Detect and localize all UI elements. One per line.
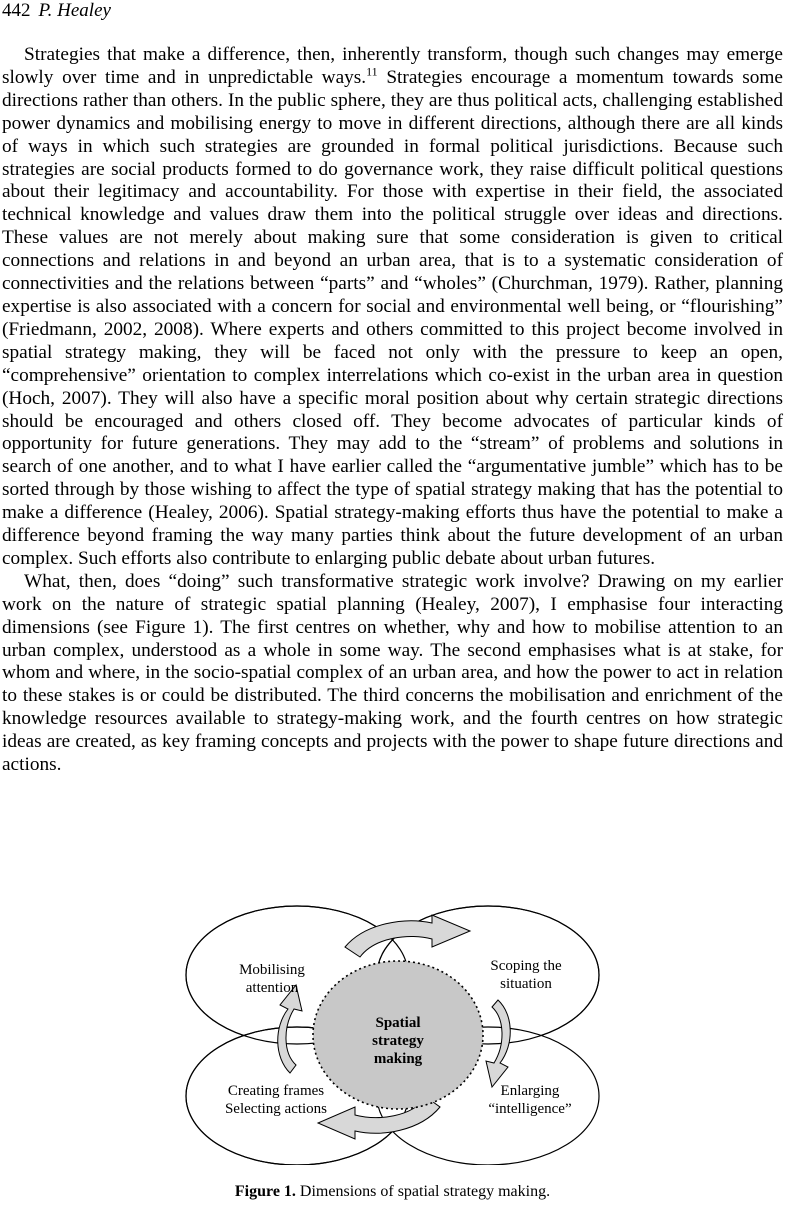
label-line: Scoping the [490,958,562,974]
caption-label: Figure 1. [234,1183,296,1200]
caption-text: Dimensions of spatial strategy making. [295,1183,551,1200]
label-line: making [373,1051,423,1067]
label-line: Mobilising [239,962,305,978]
label-line: strategy [372,1033,424,1049]
footnote-marker: 11 [366,64,378,79]
label-enlarging-intelligence [470,1082,590,1118]
label-creating-frames [206,1082,346,1118]
running-head [2,0,111,22]
label-line: attention [245,980,299,996]
body-text [2,44,783,777]
paragraph-1 [2,44,783,571]
paragraph-2: What, then, does “doing” such transformative strategic work involve? Drawing on my earlier work on the nature of strategic spatial planning (Healey, 2007), I emphasise four interacting dimensions (see Figure 1). The first centres on whether, why and how to mobilise attention to an urban complex, understood as a whole in some way. The second emphasises what is at stake, for whom and where, in the socio-spatial complex of an urban area, and how the power to act in relation to these stakes is or could be distributed. The third concerns the mobilisation and enrichment of the knowledge resources available to strategy-making work, and the fourth centres on how strategic ideas are created, as key framing concepts and projects with the power to shape future directions and actions. [2,570,783,776]
running-head-author: P. Healey [38,0,111,21]
label-center [338,1014,458,1068]
figure-1 [0,895,785,1165]
figure-caption [0,1182,785,1202]
paragraph-1-text-cont: Strategies encourage a momentum towards some directions rather than others. In the public sphere, they are thus political acts, challenging established power dynamics and mobilising energy to move in different directions, although there are all kinds of ways in which such strategies are grounded in formal political jurisdictions. Because such strategies are social products formed to do governance work, they raise difficult political questions about their legitimacy and accountability. For those with expertise in their field, the associated technical knowledge and values draw them into the political struggle over ideas and directions. These values are not merely about making sure that some consideration is given to critical connections and relations in and beyond an urban area, that is to a systematic consideration of connectivities and the relations between “parts” and “wholes” (Churchman, 1979). Rather, planning expertise is also associated with a concern for social and environmental well being, or “flourishing” (Friedmann, 2002, 2008). Where experts and others committed to this project become involved in spatial strategy making, they will be faced not only with the pressure to keep an open, “comprehensive” orientation to complex interrelations which co-exist in the urban area in question (Hoch, 2007). They will also have a specific moral position about why certain strategic directions should be encouraged and others closed off. They become advocates of particular kinds of opportunity for future generations. They may add to the “stream” of problems and solutions in search of one another, and to what I have earlier called the “argumentative jumble” which has to be sorted through by those wishing to affect the type of spatial strategy making that has the potential to make a difference (Healey, 2006). Spatial strategy-making efforts thus have the potential to make a difference beyond framing the way many parties think about the future development of an urban complex. Such efforts also contribute to enlarging public debate about urban futures. [2,66,783,569]
label-line: Enlarging [500,1083,560,1099]
page-number: 442 [2,0,31,21]
label-line: Creating frames [227,1083,325,1099]
paragraph-1-text: Strategies that make a difference, then, inherently transform, though such changes may emerge slowly over time and in unpredictable ways. [2,44,783,88]
label-line: situation [500,976,552,992]
label-line: “intelligence” [488,1101,572,1117]
label-line: Spatial [375,1015,421,1031]
label-scoping-situation [468,957,584,993]
label-mobilising-attention [214,961,330,997]
label-line: Selecting actions [224,1101,328,1117]
